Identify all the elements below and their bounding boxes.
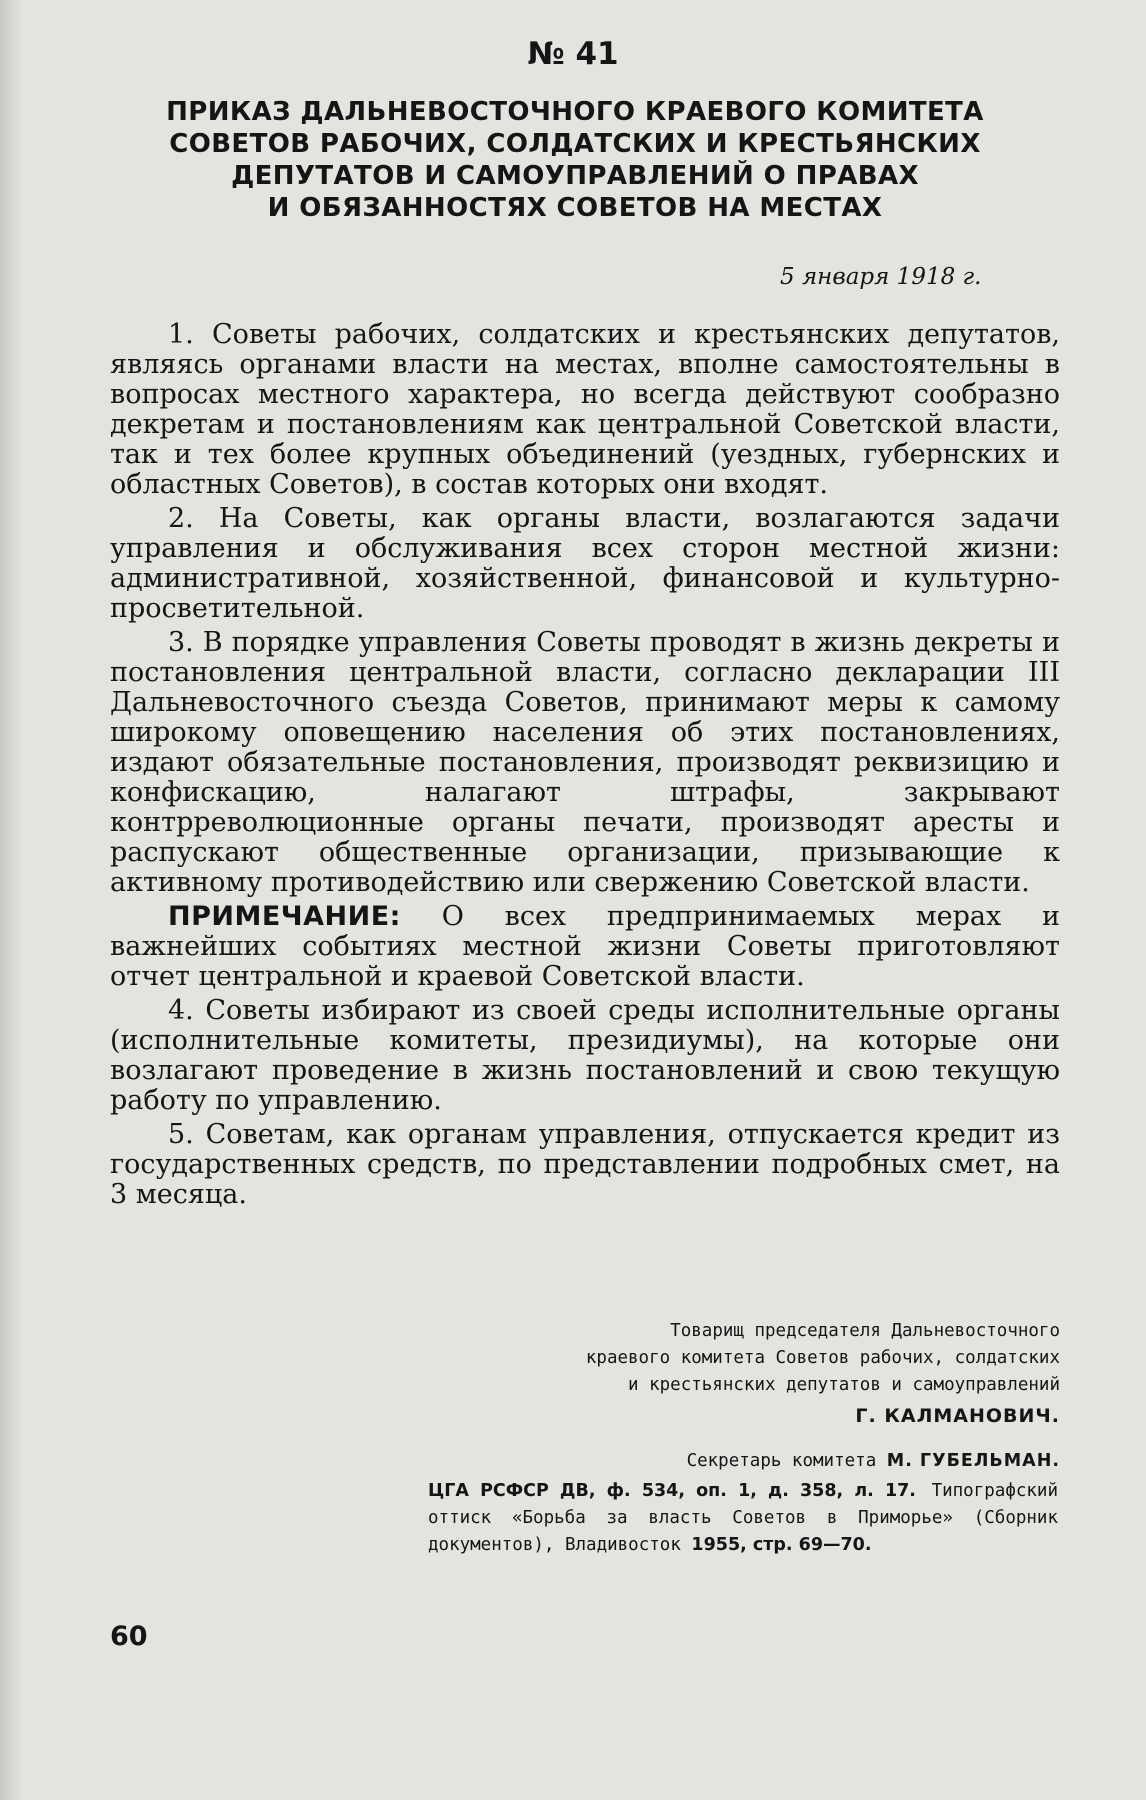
source-citation bbox=[428, 1478, 1058, 1559]
archive-reference: ЦГА РСФСР ДВ, ф. 534, оп. 1, д. 358, л. 17. bbox=[428, 1481, 916, 1501]
title-line: СОВЕТОВ РАБОЧИХ, СОЛДАТСКИХ И КРЕСТЬЯНСКИХ bbox=[169, 129, 981, 159]
title-line: ПРИКАЗ ДАЛЬНЕВОСТОЧНОГО КРАЕВОГО КОМИТЕТА bbox=[166, 97, 984, 127]
page-number: 60 bbox=[110, 1621, 148, 1652]
signatory-name: Г. КАЛМАНОВИЧ. bbox=[855, 1405, 1060, 1427]
title-line: И ОБЯЗАННОСТЯХ СОВЕТОВ НА МЕСТАХ bbox=[267, 193, 883, 223]
source-text: Типографский оттиск «Борьба за власть Советов в Приморье» (Сборник документов), Владивосток bbox=[428, 1481, 1058, 1555]
signature-title-line: краевого комитета Советов рабочих, солдатских bbox=[585, 1348, 1060, 1368]
signature-title-line: Товарищ председателя Дальневосточного bbox=[670, 1321, 1060, 1341]
title-line: ДЕПУТАТОВ И САМОУПРАВЛЕНИЙ О ПРАВАХ bbox=[231, 161, 919, 191]
secretary-line bbox=[430, 1448, 1060, 1475]
document-title bbox=[140, 96, 1010, 224]
paragraph-5: 5. Советам, как органам управления, отпускается кредит из государственных средств, по представлении подробных смет, на 3 месяца. bbox=[110, 1119, 1060, 1210]
secretary-name: М. ГУБЕЛЬМАН. bbox=[886, 1451, 1060, 1471]
paragraph-1: 1. Советы рабочих, солдатских и крестьянских депутатов, являясь органами власти на местах, вполне самостоятельны в вопросах местного характера, но всегда действуют сообразно декретам и постановлениям как центральной Советской власти, так и тех более крупных объединений (уездных, губернских и областных Советов), в состав которых они входят. bbox=[110, 319, 1060, 500]
note-paragraph bbox=[110, 902, 1060, 992]
page-spine-shadow bbox=[0, 0, 22, 1800]
secretary-label: Секретарь комитета bbox=[686, 1451, 877, 1471]
signature-title-line: и крестьянских депутатов и самоуправлений bbox=[628, 1375, 1060, 1395]
document-number: № 41 bbox=[527, 36, 619, 72]
document-body bbox=[110, 320, 1060, 1214]
note-text: О всех предпринимаемых мерах и важнейших событиях местной жизни Советы приготовляют отчет центральной и краевой Советской власти. bbox=[110, 901, 1060, 992]
document-date: 5 января 1918 г. bbox=[780, 264, 982, 290]
paragraph-3: 3. В порядке управления Советы проводят в жизнь декреты и постановления центральной власти, согласно декларации III Дальневосточного съезда Советов, принимают меры к самому широкому оповещению населения об этих постановлениях, издают обязательные постановления, производят реквизицию и конфискацию, налагают штрафы, закрывают контрреволюционные органы печати, производят аресты и распускают общественные организации, призывающие к активному противодействию или свержению Советской власти. bbox=[110, 627, 1060, 898]
signature-block bbox=[430, 1318, 1060, 1475]
paragraph-4: 4. Советы избирают из своей среды исполнительные органы (исполнительные комитеты, президиумы), на которые они возлагают проведение в жизнь постановлений и свою текущую работу по управлению. bbox=[110, 995, 1060, 1116]
paragraph-2: 2. На Советы, как органы власти, возлагаются задачи управления и обслуживания всех сторон местной жизни: административной, хозяйственной, финансовой и культурно-просветительной. bbox=[110, 503, 1060, 624]
source-year-pages: 1955, стр. 69—70. bbox=[691, 1535, 872, 1555]
note-label: ПРИМЕЧАНИЕ: bbox=[168, 901, 401, 932]
